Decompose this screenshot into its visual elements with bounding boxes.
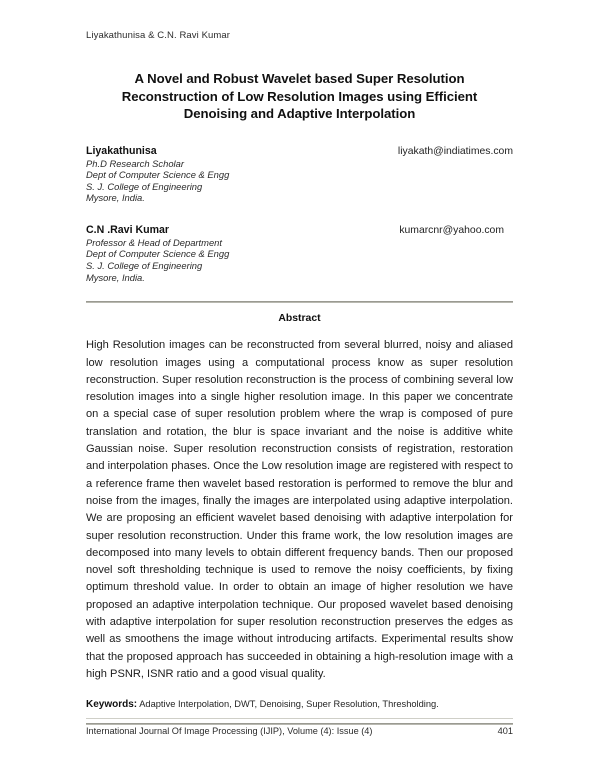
page-footer [86, 718, 513, 736]
author-2-affiliation-line-4: Mysore, India. [86, 271, 145, 283]
author-2-affiliation-line-3: S. J. College of Engineering [86, 260, 203, 272]
author-1-affiliation-line-2: Dept of Computer Science & Engg [86, 169, 230, 181]
author-1-header [86, 145, 513, 157]
title-line-3: Denoising and Adaptive Interpolation [183, 106, 416, 121]
author-2-email[interactable]: kumarcnr@yahoo.com [399, 224, 504, 236]
author-1-affiliation [86, 158, 513, 204]
keywords-terms: Adaptive Interpolation, DWT, Denoising, Super Resolution, Thresholding. [139, 699, 439, 710]
author-1-affiliation-line-1: Ph.D Research Scholar [86, 157, 184, 169]
footer-page-number: 401 [497, 726, 513, 736]
author-1-name: Liyakathunisa [86, 144, 157, 157]
author-2-name: C.N .Ravi Kumar [86, 223, 170, 236]
running-head: Liyakathunisa & C.N. Ravi Kumar [86, 30, 231, 41]
footer-row [86, 726, 513, 736]
keywords-label: Keywords: [86, 699, 138, 711]
author-1-affiliation-line-4: Mysore, India. [86, 192, 145, 204]
title-line-1: A Novel and Robust Wavelet based Super Resolution [134, 71, 465, 86]
author-2-affiliation-line-2: Dept of Computer Science & Engg [86, 248, 230, 260]
abstract-body: High Resolution images can be reconstructed from several blurred, noisy and aliased low resolution images using a computational process know as super resolution reconstruction. Super resolution reconstruction is the process of combining several low resolution images into a single higher resolution image. In this paper we concentrate on a special case of super resolution problem where the wrap is composed of pure translation and rotation, the blur is space invariant and the noise is additive white Gaussian noise. Super resolution reconstruction consists of registration, restoration and interpolation phases. Once the Low resolution image are registered with respect to a reference frame then wavelet based restoration is performed to remove the blur and noise from the images, finally the images are interpolated using adaptive interpolation. We are proposing an efficient wavelet based denoising with adaptive interpolation for super resolution reconstruction. Under this frame work, the low resolution images are decomposed into many levels to obtain different frequency bands. Then our proposed novel soft thresholding technique is used to remove the noisy coefficients, by fixing optimum threshold value. In order to obtain an image of higher resolution we have proposed an adaptive interpolation technique. Our proposed wavelet based denoising with adaptive interpolation for super resolution reconstruction preserves the edges as well as smoothens the image without introducing artifacts. Experimental results show that the proposed approach has succeeded in obtaining a high-resolution image with a high PSNR, ISNR ratio and a good visual quality. [86, 339, 513, 680]
footer-journal-info: International Journal Of Image Processing (IJIP), Volume (4): Issue (4) [86, 726, 373, 736]
author-1-email[interactable]: liyakath@indiatimes.com [397, 145, 513, 157]
keywords-line [86, 698, 513, 711]
author-block-1 [86, 145, 513, 204]
page-content [86, 0, 513, 725]
title-line-2: Reconstruction of Low Resolution Images using Efficient [121, 88, 478, 104]
footer-divider [86, 718, 513, 719]
abstract-top-divider [86, 301, 513, 303]
author-2-affiliation-line-1: Professor & Head of Department [86, 236, 223, 248]
author-2-header [86, 224, 513, 236]
author-1-affiliation-line-3: S. J. College of Engineering [86, 180, 203, 192]
page-title [86, 70, 513, 123]
author-2-affiliation [86, 237, 513, 283]
author-block-2 [86, 224, 513, 283]
abstract-heading: Abstract [278, 313, 321, 325]
